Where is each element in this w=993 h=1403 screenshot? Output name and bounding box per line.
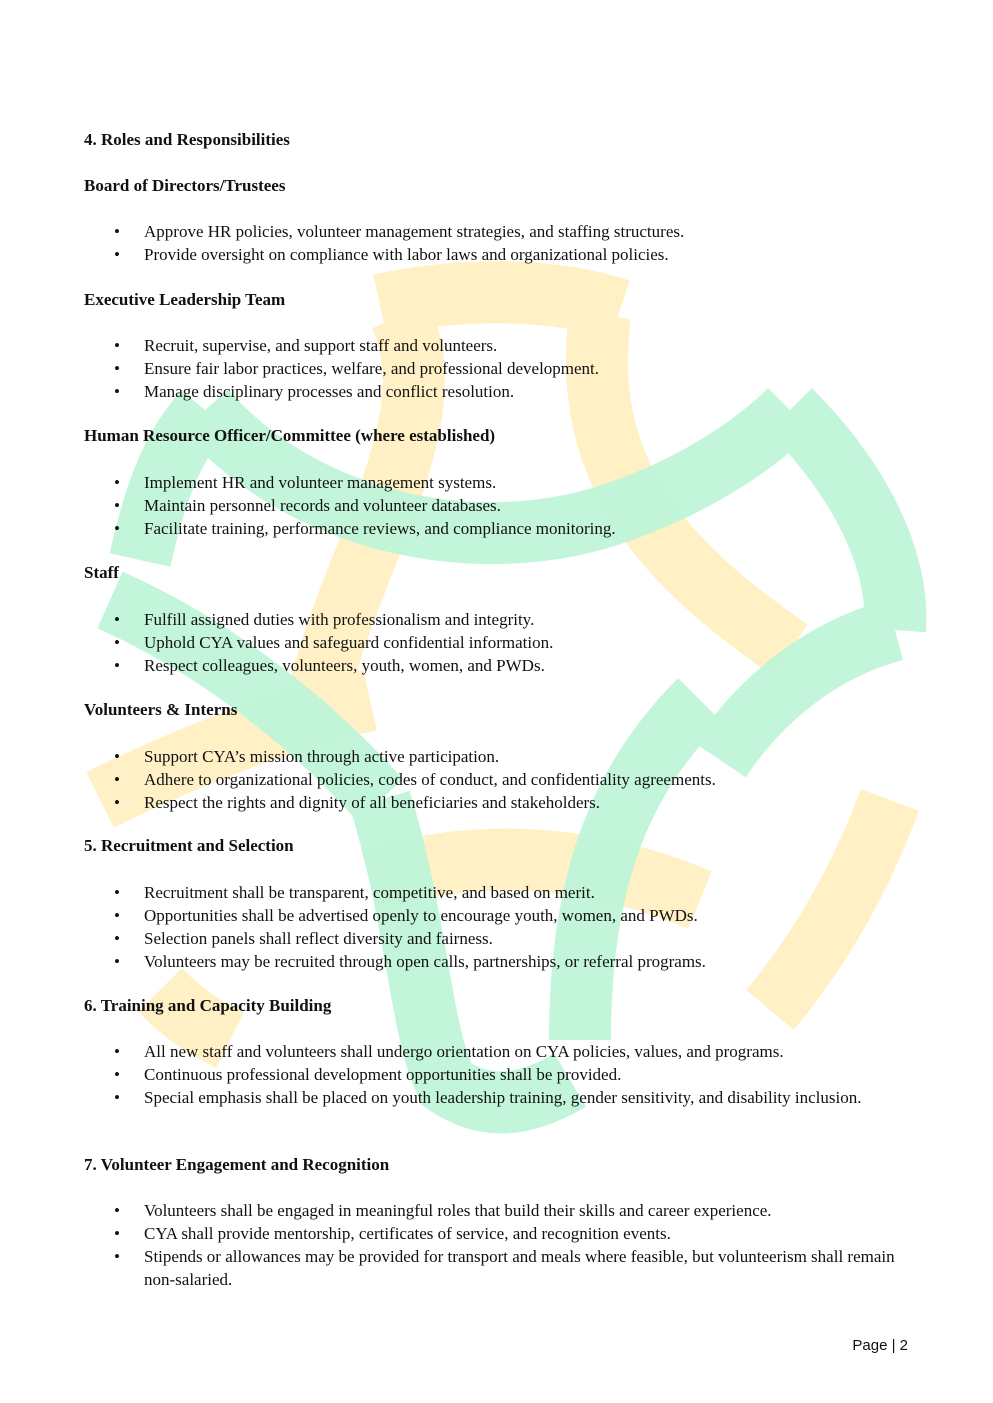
- list-item: • Fulfill assigned duties with professionalism and integrity.: [0, 608, 914, 631]
- list-item: • Selection panels shall reflect diversity and fairness.: [0, 927, 914, 950]
- bullet-list: [0, 1199, 993, 1291]
- list-item: • Uphold CYA values and safeguard confidential information.: [0, 631, 914, 654]
- list-item: • Provide oversight on compliance with labor laws and organizational policies.: [0, 243, 914, 266]
- list-item: • Special emphasis shall be placed on youth leadership training, gender sensitivity, and disability inclusion.: [0, 1086, 914, 1109]
- bullet-list: [0, 220, 993, 266]
- list-item: • Volunteers shall be engaged in meaningful roles that build their skills and career experience.: [0, 1199, 914, 1222]
- bullet-list: [0, 471, 993, 540]
- list-item: • Adhere to organizational policies, codes of conduct, and confidentiality agreements.: [0, 768, 914, 791]
- subsection-heading: Human Resource Officer/Committee (where established): [84, 426, 496, 445]
- list-item: • Manage disciplinary processes and conflict resolution.: [0, 380, 914, 403]
- bullet-list: [0, 745, 993, 814]
- list-item: • Approve HR policies, volunteer management strategies, and staffing structures.: [0, 220, 914, 243]
- bullet-list: [0, 608, 993, 677]
- subsection-heading: Staff: [84, 563, 119, 582]
- list-item: • Maintain personnel records and volunteer databases.: [0, 494, 914, 517]
- section-heading: 7. Volunteer Engagement and Recognition: [84, 1155, 390, 1174]
- list-item: • CYA shall provide mentorship, certificates of service, and recognition events.: [0, 1222, 914, 1245]
- list-item: • Respect the rights and dignity of all beneficiaries and stakeholders.: [0, 791, 914, 814]
- list-item: • Opportunities shall be advertised openly to encourage youth, women, and PWDs.: [0, 904, 914, 927]
- section-heading: 4. Roles and Responsibilities: [84, 130, 290, 149]
- bullet-list: [0, 334, 993, 403]
- bullet-list: [0, 881, 993, 973]
- list-item: • Stipends or allowances may be provided for transport and meals where feasible, but volunteerism shall remain non-salaried.: [0, 1245, 914, 1291]
- list-item: • Recruitment shall be transparent, competitive, and based on merit.: [0, 881, 914, 904]
- list-item: • Respect colleagues, volunteers, youth, women, and PWDs.: [0, 654, 914, 677]
- list-item: • All new staff and volunteers shall undergo orientation on CYA policies, values, and programs.: [0, 1040, 914, 1063]
- list-item: • Volunteers may be recruited through open calls, partnerships, or referral programs.: [0, 950, 914, 973]
- subsection-heading: Volunteers & Interns: [84, 700, 238, 719]
- page-number: Page | 2: [852, 1337, 908, 1354]
- list-item: • Implement HR and volunteer management systems.: [0, 471, 914, 494]
- subsection-heading: Board of Directors/Trustees: [84, 176, 286, 195]
- subsection-heading: Executive Leadership Team: [84, 290, 286, 309]
- list-item: • Facilitate training, performance reviews, and compliance monitoring.: [0, 517, 914, 540]
- list-item: • Continuous professional development opportunities shall be provided.: [0, 1063, 914, 1086]
- section-heading: 6. Training and Capacity Building: [84, 996, 332, 1015]
- list-item: • Support CYA’s mission through active participation.: [0, 745, 914, 768]
- bullet-list: [0, 1040, 993, 1109]
- list-item: • Ensure fair labor practices, welfare, and professional development.: [0, 357, 914, 380]
- section-heading: 5. Recruitment and Selection: [84, 836, 294, 855]
- list-item: • Recruit, supervise, and support staff and volunteers.: [0, 334, 914, 357]
